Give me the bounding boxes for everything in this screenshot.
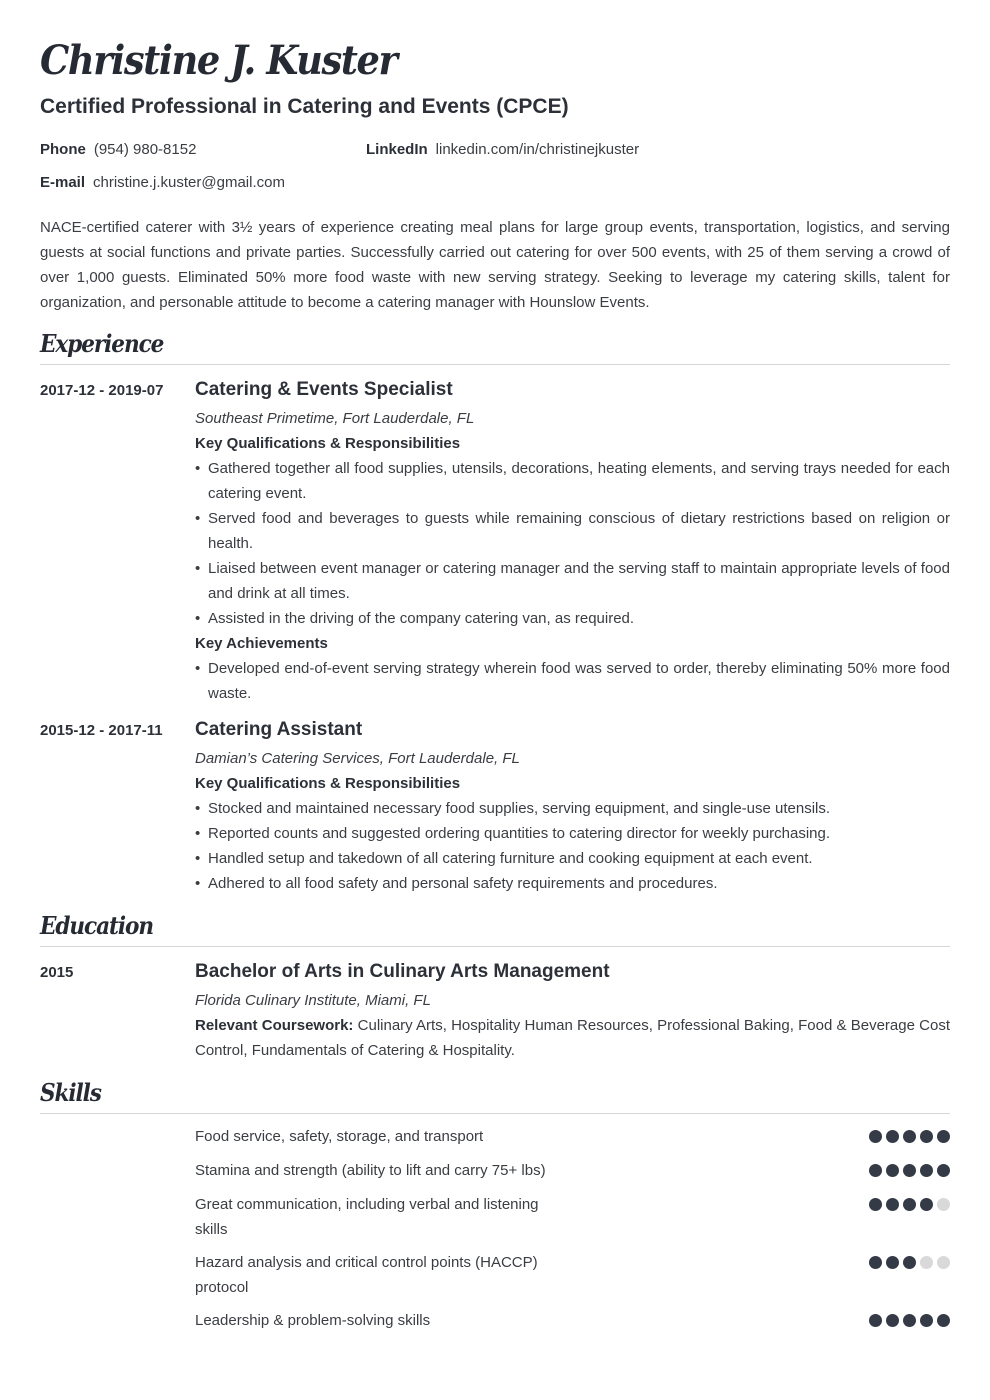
rating-dot-filled-icon: [903, 1164, 916, 1177]
section-divider: [40, 364, 950, 365]
skill-row: [195, 1192, 950, 1242]
skill-row: [195, 1250, 950, 1300]
coursework: [195, 1013, 950, 1063]
entry-date: 2017-12 - 2019-07: [40, 382, 164, 399]
skill-rating: [869, 1198, 950, 1211]
subheading: Key Qualifications & Responsibilities: [195, 775, 461, 792]
contact-label: LinkedIn: [366, 141, 428, 158]
rating-dot-empty-icon: [920, 1256, 933, 1269]
list-item: • Served food and beverages to guests while remaining conscious of dietary restrictions based on religion or health.: [195, 506, 950, 556]
list-item: • Assisted in the driving of the company catering van, as required.: [195, 606, 950, 631]
entry-body: [195, 963, 950, 1063]
rating-dot-filled-icon: [869, 1130, 882, 1143]
section-title-skills: Skills: [40, 1078, 101, 1107]
rating-dot-filled-icon: [903, 1314, 916, 1327]
list-item: • Developed end-of-event serving strategy wherein food was served to order, thereby eliminating 50% more food waste.: [195, 656, 950, 706]
rating-dot-filled-icon: [903, 1256, 916, 1269]
employer: Damian’s Catering Services, Fort Lauderdale, FL: [195, 750, 520, 767]
rating-dot-filled-icon: [886, 1198, 899, 1211]
rating-dot-filled-icon: [886, 1314, 899, 1327]
responsibility-list: [195, 456, 950, 631]
skill-rating: [869, 1256, 950, 1269]
skill-row: [195, 1308, 950, 1333]
skill-name: Stamina and strength (ability to lift and carry 75+ lbs): [195, 1162, 546, 1179]
rating-dot-empty-icon: [937, 1256, 950, 1269]
skill-name: Food service, safety, storage, and transport: [195, 1128, 484, 1145]
professional-headline: Certified Professional in Catering and Events (CPCE): [40, 95, 569, 118]
rating-dot-filled-icon: [869, 1164, 882, 1177]
responsibility-list: [195, 796, 950, 896]
section-divider: [40, 1113, 950, 1114]
skill-name: Great communication, including verbal and listening skills: [195, 1196, 539, 1238]
rating-dot-filled-icon: [920, 1130, 933, 1143]
rating-dot-filled-icon: [937, 1314, 950, 1327]
school: Florida Culinary Institute, Miami, FL: [195, 992, 431, 1009]
coursework-text: Culinary Arts, Hospitality Human Resources, Professional Baking, Food & Beverage Cost Control, Fundamentals of Catering & Hospitality.: [195, 1017, 950, 1059]
list-item: • Liaised between event manager or catering manager and the serving staff to maintain appropriate levels of food and drink at all times.: [195, 556, 950, 606]
candidate-name: Christine J. Kuster: [40, 37, 397, 84]
entry-date: 2015-12 - 2017-11: [40, 722, 163, 739]
rating-dot-filled-icon: [886, 1256, 899, 1269]
contact-email: [40, 173, 285, 193]
rating-dot-filled-icon: [903, 1198, 916, 1211]
skill-rating: [869, 1314, 950, 1327]
profile-summary: NACE-certified caterer with 3½ years of experience creating meal plans for large group events, transportation, logistics, and serving guests at social functions and private parties. Successfully carried out catering for over 500 events, with 25 of them serving a crowd of over 1,000 guests. Eliminated 50% more food waste with new serving strategy. Seeking to leverage my catering skills, talent for organization, and personable attitude to become a catering manager with Hounslow Events.: [40, 219, 950, 311]
list-item: • Gathered together all food supplies, utensils, decorations, heating elements, and serving trays needed for each catering event.: [195, 456, 950, 506]
rating-dot-filled-icon: [869, 1256, 882, 1269]
section-divider: [40, 946, 950, 947]
list-item: • Adhered to all food safety and personal safety requirements and procedures.: [195, 871, 950, 896]
rating-dot-filled-icon: [920, 1198, 933, 1211]
rating-dot-filled-icon: [937, 1130, 950, 1143]
list-item: • Handled setup and takedown of all catering furniture and cooking equipment at each event.: [195, 846, 950, 871]
contact-label: Phone: [40, 141, 86, 158]
list-item: • Reported counts and suggested ordering quantities to catering director for weekly purchasing.: [195, 821, 950, 846]
skill-row: [195, 1124, 950, 1149]
rating-dot-filled-icon: [886, 1130, 899, 1143]
skill-name: Leadership & problem-solving skills: [195, 1312, 431, 1329]
contact-label: E-mail: [40, 174, 86, 191]
rating-dot-filled-icon: [886, 1164, 899, 1177]
contact-phone: [40, 140, 196, 160]
rating-dot-filled-icon: [869, 1198, 882, 1211]
contact-linkedin: [366, 140, 639, 160]
skill-row: [195, 1158, 950, 1183]
subheading: Key Achievements: [195, 635, 328, 652]
rating-dot-filled-icon: [920, 1164, 933, 1177]
subheading: Key Qualifications & Responsibilities: [195, 435, 461, 452]
contact-value[interactable]: linkedin.com/in/christinejkuster: [435, 141, 640, 158]
entry-body: [195, 381, 950, 706]
coursework-label: Relevant Coursework:: [195, 1017, 354, 1034]
job-title: Catering & Events Specialist: [195, 379, 453, 400]
rating-dot-filled-icon: [903, 1130, 916, 1143]
rating-dot-filled-icon: [937, 1164, 950, 1177]
degree: Bachelor of Arts in Culinary Arts Management: [195, 961, 610, 982]
employer: Southeast Primetime, Fort Lauderdale, FL: [195, 410, 475, 427]
rating-dot-filled-icon: [869, 1314, 882, 1327]
skill-rating: [869, 1130, 950, 1143]
job-title: Catering Assistant: [195, 719, 363, 740]
list-item: • Stocked and maintained necessary food supplies, serving equipment, and single-use utensils.: [195, 796, 950, 821]
skill-name: Hazard analysis and critical control points (HACCP) protocol: [195, 1254, 538, 1296]
skill-rating: [869, 1164, 950, 1177]
section-title-education: Education: [40, 911, 154, 940]
contact-value: (954) 980-8152: [93, 141, 197, 158]
rating-dot-empty-icon: [937, 1198, 950, 1211]
achievement-list: [195, 656, 950, 706]
entry-body: [195, 721, 950, 896]
section-title-experience: Experience: [40, 329, 164, 358]
entry-date: 2015: [40, 964, 74, 981]
contact-value[interactable]: christine.j.kuster@gmail.com: [93, 174, 285, 191]
rating-dot-filled-icon: [920, 1314, 933, 1327]
